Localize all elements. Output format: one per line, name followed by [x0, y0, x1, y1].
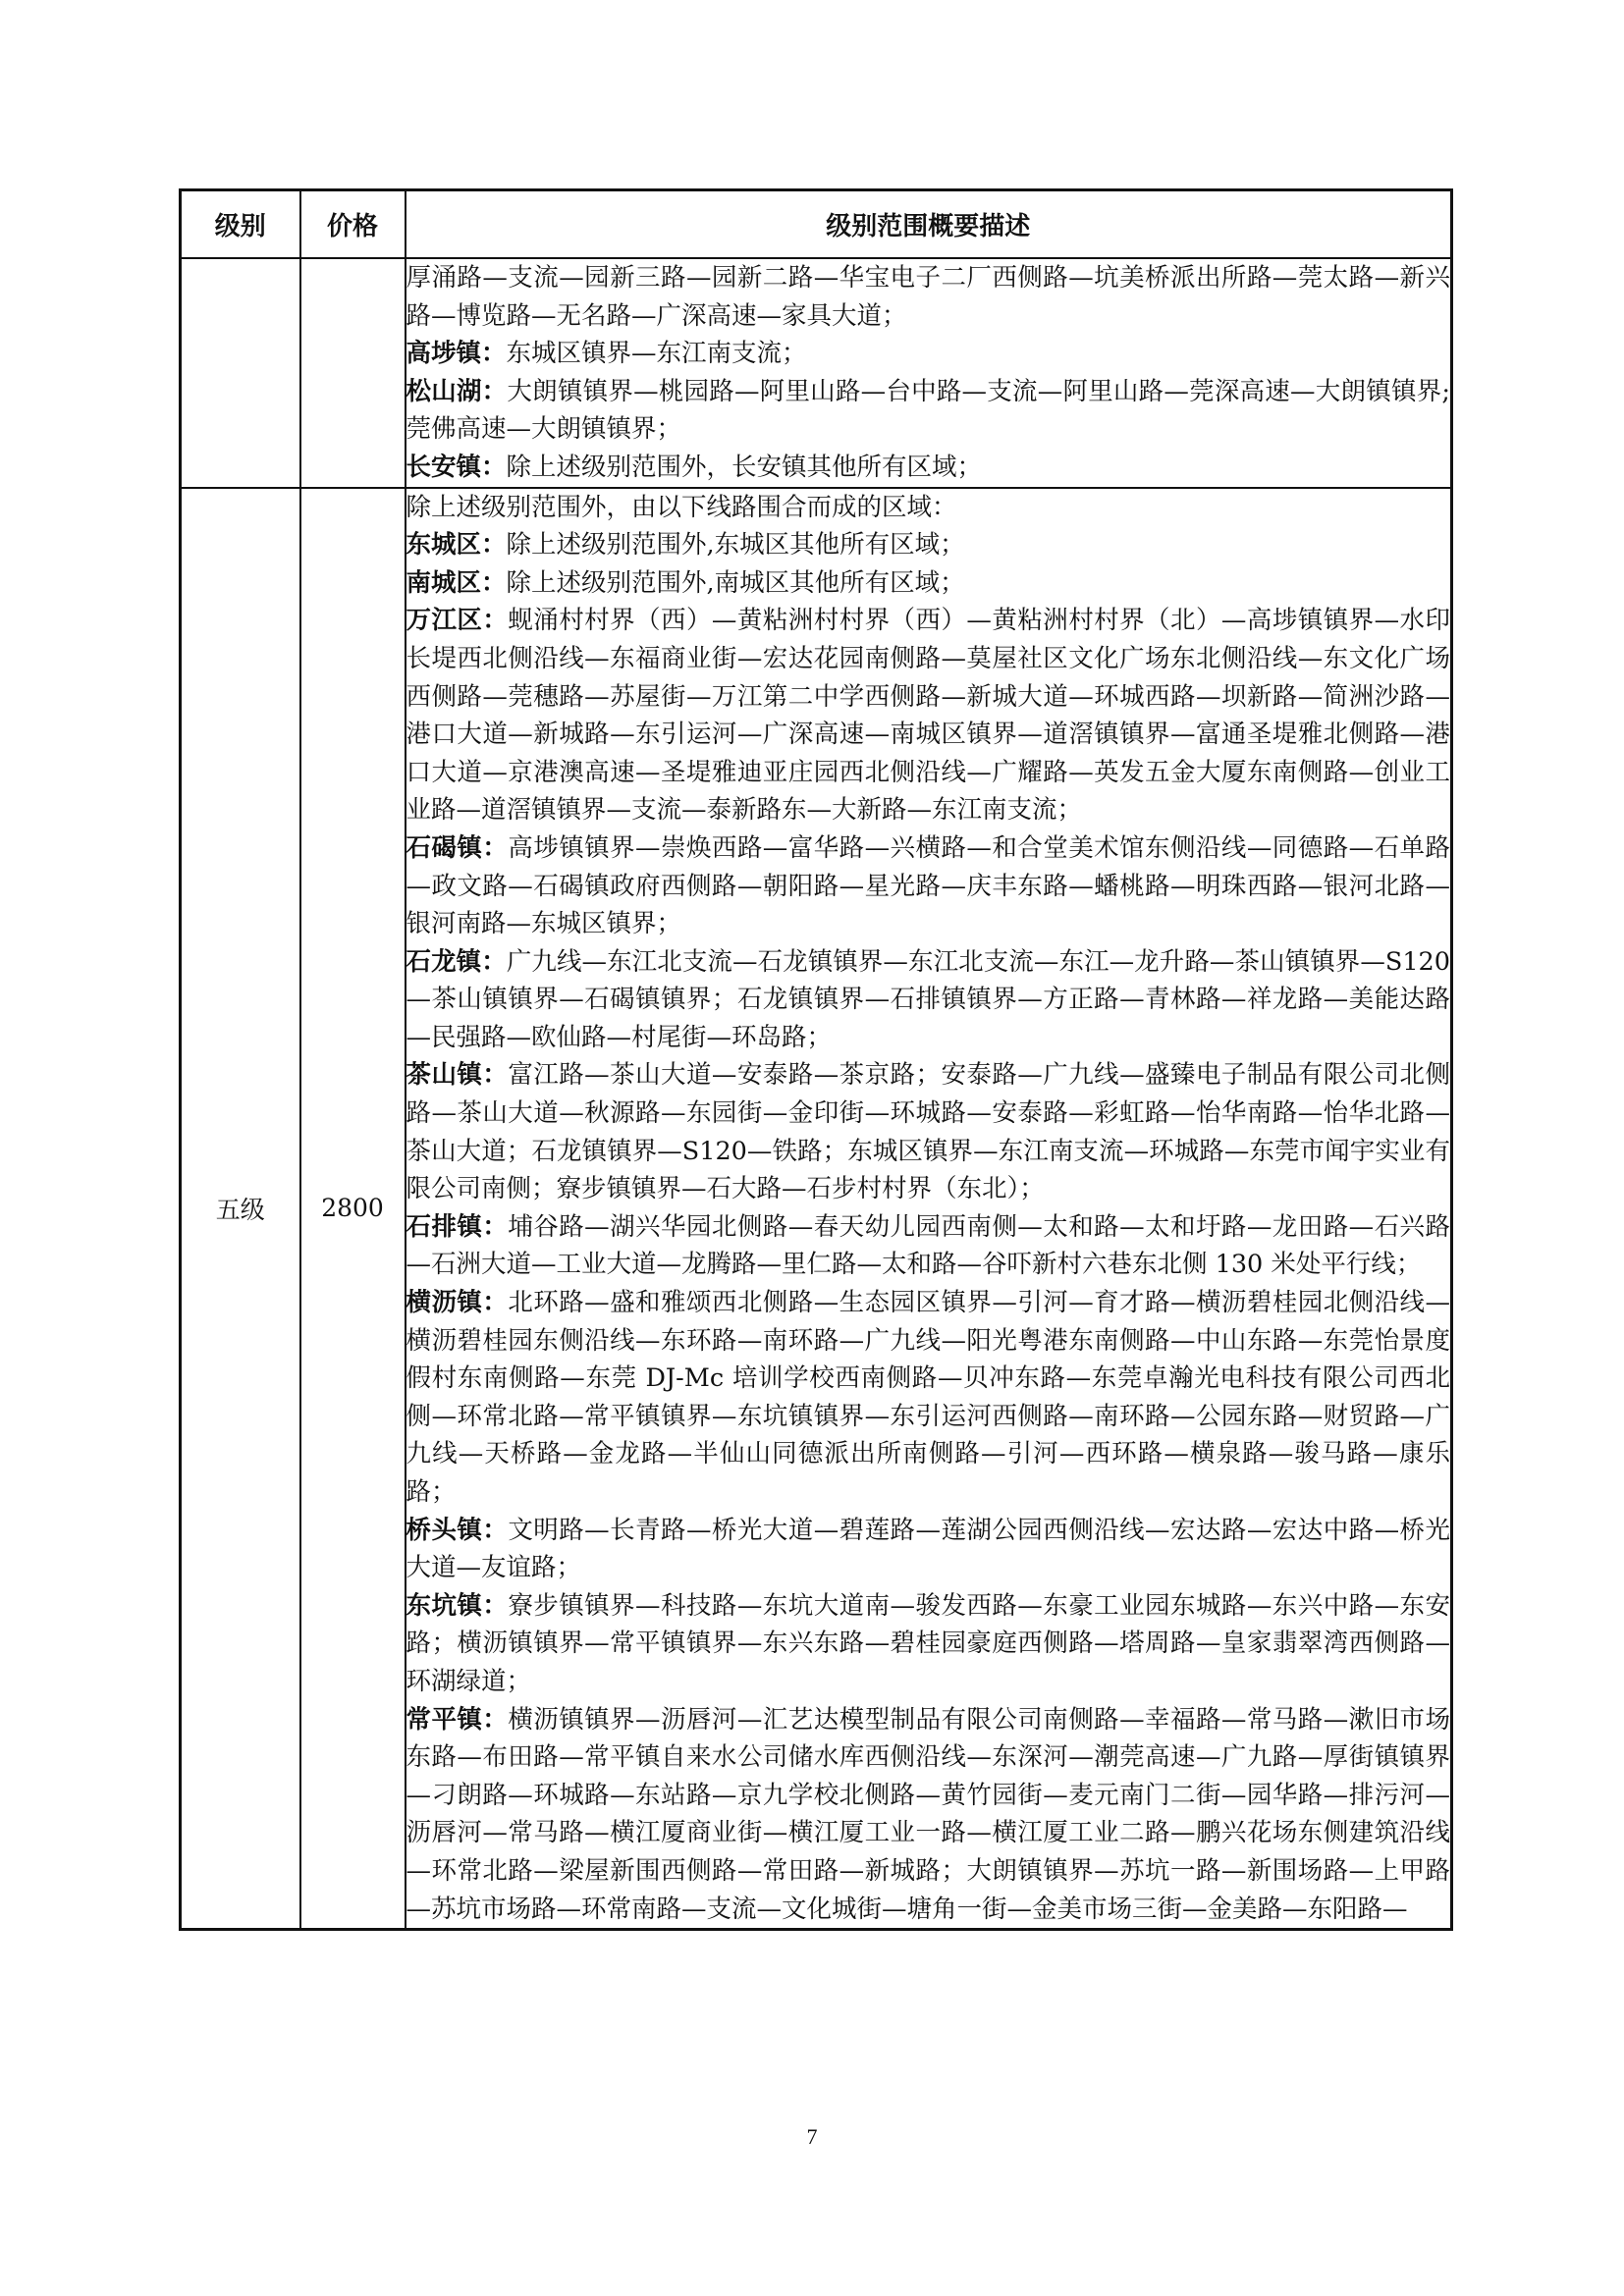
description-paragraph: 横沥镇：北环路—盛和雅颂西北侧路—生态园区镇界—引河—育才路—横沥碧桂园北侧沿线—横沥碧桂园东侧沿线—东环路—南环路—广九线—阳光粤港东南侧路—中山东路—东莞怡景度假村东南侧路—东莞 DJ-Mc 培训学校西南侧路—贝冲东路—东莞卓瀚光电科技有限公司西北侧—环常北路—常平镇镇界—东坑镇镇界—东引运河西侧路—南环路—公园东路—财贸路—广九线—天桥路—金龙路—半仙山同德派出所南侧路—引河—西环路—横泉路—骏马路—康乐路；: [406, 1288, 1450, 1507]
description-paragraph: 万江区：蚬涌村村界（西）—黄粘洲村村界（西）—黄粘洲村村界（北）—高埗镇镇界—水印长堤西北侧沿线—东福商业街—宏达花园南侧路—莫屋社区文化广场东北侧沿线—东文化广场西侧路—莞穗路—苏屋街—万江第二中学西侧路—新城大道—环城西路—坝新路—简洲沙路—港口大道—新城路—东引运河—广深高速—南城区镇界—道滘镇镇界—富通圣堤雅北侧路—港口大道—京港澳高速—圣堤雅迪亚庄园西北侧沿线—广耀路—英发五金大厦东南侧路—创业工业路—道滘镇镇界—支流—泰新路东—大新路—东江南支流；: [406, 606, 1450, 826]
district-label: 茶山镇：: [406, 1060, 509, 1091]
description-paragraph: 石碣镇：高埗镇镇界—崇焕西路—富华路—兴横路—和合堂美术馆东侧沿线—同德路—石单路—政文路—石碣镇政府西侧路—朝阳路—星光路—庆丰东路—蟠桃路—明珠西路—银河北路—银河南路—东城区镇界；: [406, 832, 1450, 939]
district-label: 东城区：: [406, 530, 507, 561]
district-label: 桥头镇：: [406, 1515, 509, 1545]
description-paragraph: 南城区：除上述级别范围外,南城区其他所有区域；: [406, 567, 965, 598]
price-cell: 2800: [300, 488, 406, 1930]
district-label: 常平镇：: [406, 1704, 509, 1735]
district-label: 石碣镇：: [406, 832, 509, 863]
description-paragraph: 石龙镇：广九线—东江北支流—石龙镇镇界—东江北支流—东江—龙升路—茶山镇镇界—S120—茶山镇镇界—石碣镇镇界；石龙镇镇界—石排镇镇界—方正路—青林路—祥龙路—美能达路—民强路—欧仙路—村尾街—环岛路；: [406, 946, 1450, 1052]
header-level: 级别: [181, 190, 300, 259]
page-number: 7: [806, 2124, 818, 2149]
description-cell: [406, 488, 1452, 1930]
description-paragraph: 长安镇：除上述级别范围外，长安镇其他所有区域；: [406, 452, 983, 482]
district-label: 长安镇：: [406, 452, 507, 482]
table-row: [181, 258, 1452, 488]
description-paragraph: 高埗镇：东城区镇界—东江南支流；: [406, 339, 807, 369]
price-level-table: [179, 188, 1453, 1931]
district-label: 万江区：: [406, 606, 509, 636]
district-label: 南城区：: [406, 567, 507, 598]
description-paragraph: 桥头镇：文明路—长青路—桥光大道—碧莲路—莲湖公园西侧沿线—宏达路—宏达中路—桥光大道—友谊路；: [406, 1515, 1450, 1583]
description-paragraph: 茶山镇：富江路—茶山大道—安泰路—茶京路；安泰路—广九线—盛臻电子制品有限公司北侧路—茶山大道—秋源路—东园街—金印街—环城路—安泰路—彩虹路—怡华南路—怡华北路—茶山大道；石龙镇镇界—S120—铁路；东城区镇界—东江南支流—环城路—东莞市闻宇实业有限公司南侧；寮步镇镇界—石大路—石步村村界（东北）；: [406, 1060, 1450, 1204]
level-cell: 五级: [181, 488, 300, 1930]
table-header-row: [181, 190, 1452, 259]
district-label: 东坑镇：: [406, 1590, 509, 1621]
header-description: 级别范围概要描述: [406, 190, 1452, 259]
description-paragraph: 常平镇：横沥镇镇界—沥唇河—汇艺达模型制品有限公司南侧路—幸福路—常马路—漱旧市场东路—布田路—常平镇自来水公司储水库西侧沿线—东深河—潮莞高速—广九路—厚街镇镇界—刁朗路—环城路—东站路—京九学校北侧路—黄竹园街—麦元南门二街—园华路—排污河—沥唇河—常马路—横江厦商业街—横江厦工业一路—横江厦工业二路—鹏兴花场东侧建筑沿线—环常北路—梁屋新围西侧路—常田路—新城路；大朗镇镇界—苏坑一路—新围场路—上甲路—苏坑市场路—环常南路—支流—文化城街—塘角一街—金美市场三街—金美路—东阳路—: [406, 1704, 1450, 1924]
table-row: [181, 488, 1452, 1930]
district-label: 松山湖：: [406, 376, 508, 406]
level-cell: [181, 258, 300, 488]
district-label: 石龙镇：: [406, 946, 507, 977]
description-cell: [406, 258, 1452, 488]
description-paragraph: 厚涌路—支流—园新三路—园新二路—华宝电子二厂西侧路—坑美桥派出所路—莞太路—新兴路—博览路—无名路—广深高速—家具大道；: [406, 263, 1450, 331]
district-label: 横沥镇：: [406, 1288, 509, 1318]
header-price: 价格: [300, 190, 406, 259]
description-paragraph: 东城区：除上述级别范围外,东城区其他所有区域；: [406, 530, 965, 561]
description-paragraph: 松山湖：大朗镇镇界—桃园路—阿里山路—台中路—支流—阿里山路—莞深高速—大朗镇镇界;莞佛高速—大朗镇镇界；: [406, 376, 1450, 445]
district-label: 石排镇：: [406, 1211, 509, 1242]
price-cell: [300, 258, 406, 488]
district-label: 高埗镇：: [406, 339, 507, 369]
description-paragraph: 除上述级别范围外，由以下线路围合而成的区域：: [406, 492, 957, 522]
description-paragraph: 石排镇：埔谷路—湖兴华园北侧路—春天幼儿园西南侧—太和路—太和圩路—龙田路—石兴路—石洲大道—工业大道—龙腾路—里仁路—太和路—谷吓新村六巷东北侧 130 米处平行线；: [406, 1211, 1450, 1280]
description-paragraph: 东坑镇：寮步镇镇界—科技路—东坑大道南—骏发西路—东豪工业园东城路—东兴中路—东安路；横沥镇镇界—常平镇镇界—东兴东路—碧桂园豪庭西侧路—塔周路—皇家翡翠湾西侧路—环湖绿道；: [406, 1590, 1450, 1696]
